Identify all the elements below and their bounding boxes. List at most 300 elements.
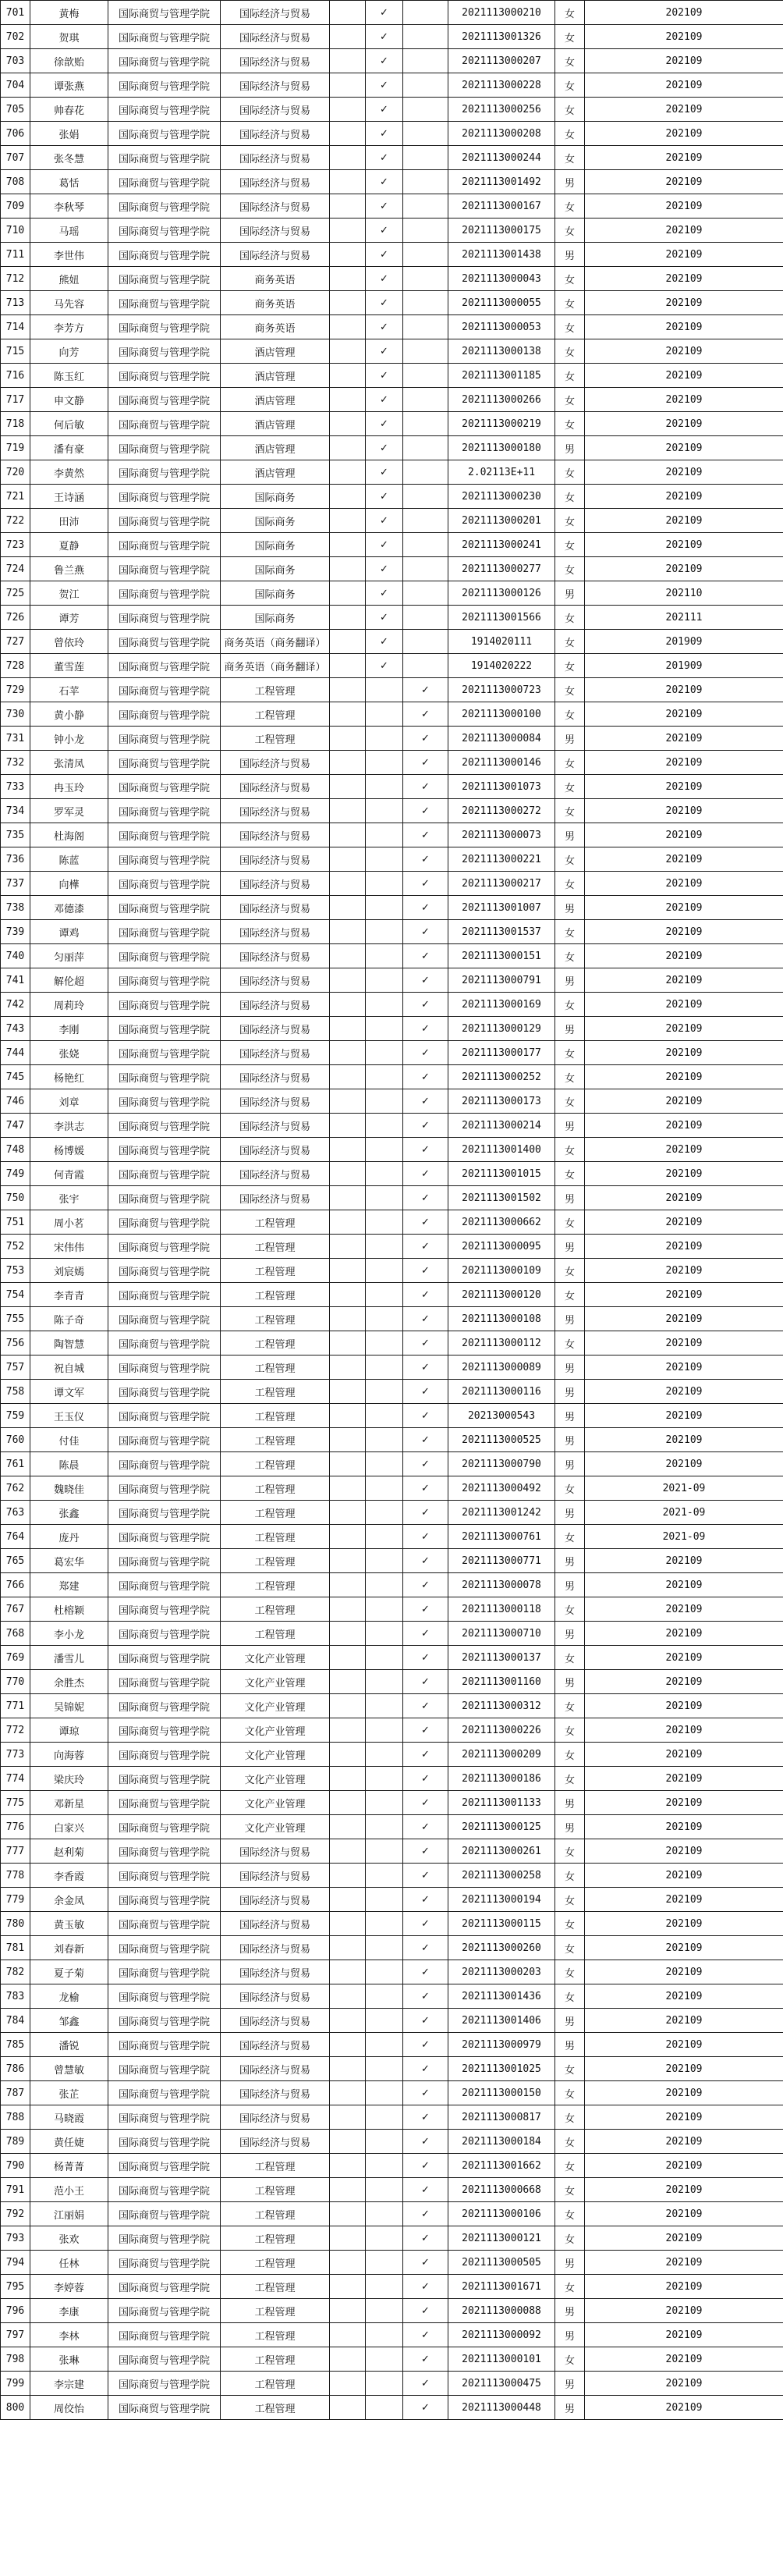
blank-cell (330, 412, 366, 436)
row-number-cell: 744 (1, 1041, 30, 1065)
major-cell: 工程管理 (221, 1622, 330, 1646)
check-mark-cell (403, 581, 448, 606)
major-cell: 工程管理 (221, 1452, 330, 1476)
check-mark-cell (403, 485, 448, 509)
blank-cell (330, 702, 366, 727)
check-mark-cell (366, 2299, 403, 2323)
check-mark-cell (366, 1622, 403, 1646)
student-name-cell: 谭芳 (30, 606, 108, 630)
check-mark-cell (366, 2081, 403, 2105)
check-mark-cell (366, 1041, 403, 1065)
student-name-cell: 张清凤 (30, 751, 108, 775)
college-cell: 国际商贸与管理学院 (108, 243, 221, 267)
student-name-cell: 周佼怡 (30, 2396, 108, 2420)
row-number-cell: 795 (1, 2275, 30, 2299)
student-id-cell: 2.02113E+11 (448, 460, 555, 485)
check-mark-cell (366, 1549, 403, 1573)
student-name-cell: 周小茗 (30, 1210, 108, 1235)
row-number-cell: 745 (1, 1065, 30, 1089)
student-id-cell: 2021113001537 (448, 920, 555, 944)
enrollment-date-cell: 2021-09 (585, 1501, 783, 1525)
blank-cell (330, 2226, 366, 2251)
row-number-cell: 721 (1, 485, 30, 509)
enrollment-date-cell: 202109 (585, 1912, 783, 1936)
college-cell: 国际商贸与管理学院 (108, 1984, 221, 2009)
check-mark-cell (403, 606, 448, 630)
table-row (1, 1452, 783, 1476)
college-cell: 国际商贸与管理学院 (108, 606, 221, 630)
enrollment-date-cell: 202109 (585, 436, 783, 460)
table-row (1, 25, 783, 49)
enrollment-date-cell: 202109 (585, 993, 783, 1017)
check-mark-cell (366, 2347, 403, 2372)
blank-cell (330, 194, 366, 219)
enrollment-date-cell: 202109 (585, 2251, 783, 2275)
college-cell: 国际商贸与管理学院 (108, 1743, 221, 1767)
major-cell: 工程管理 (221, 1235, 330, 1259)
student-id-cell: 2021113000219 (448, 412, 555, 436)
table-row (1, 460, 783, 485)
table-row (1, 1960, 783, 1984)
blank-cell (330, 557, 366, 581)
table-row (1, 291, 783, 315)
student-name-cell: 贺江 (30, 581, 108, 606)
enrollment-date-cell: 202109 (585, 1404, 783, 1428)
college-cell: 国际商贸与管理学院 (108, 1815, 221, 1839)
enrollment-date-cell: 202109 (585, 1960, 783, 1984)
check-mark-cell: ✓ (403, 1476, 448, 1501)
table-row (1, 847, 783, 872)
row-number-cell: 776 (1, 1815, 30, 1839)
row-number-cell: 786 (1, 2057, 30, 2081)
table-row (1, 1356, 783, 1380)
major-cell: 工程管理 (221, 1331, 330, 1356)
student-id-cell: 2021113000710 (448, 1622, 555, 1646)
student-id-cell: 1914020222 (448, 654, 555, 678)
student-name-cell: 余金凤 (30, 1888, 108, 1912)
college-cell: 国际商贸与管理学院 (108, 581, 221, 606)
table-row (1, 1791, 783, 1815)
table-row (1, 1331, 783, 1356)
gender-cell: 女 (555, 847, 585, 872)
check-mark-cell (366, 2202, 403, 2226)
table-row (1, 581, 783, 606)
row-number-cell: 703 (1, 49, 30, 73)
college-cell: 国际商贸与管理学院 (108, 1041, 221, 1065)
college-cell: 国际商贸与管理学院 (108, 2009, 221, 2033)
table-row (1, 1646, 783, 1670)
major-cell: 工程管理 (221, 1404, 330, 1428)
blank-cell (330, 1960, 366, 1984)
check-mark-cell (366, 823, 403, 847)
student-id-cell: 2021113000203 (448, 1960, 555, 1984)
table-row (1, 1476, 783, 1501)
enrollment-date-cell: 202109 (585, 2396, 783, 2420)
check-mark-cell: ✓ (366, 533, 403, 557)
student-name-cell: 李黄然 (30, 460, 108, 485)
check-mark-cell: ✓ (366, 412, 403, 436)
student-id-cell: 2021113000186 (448, 1767, 555, 1791)
enrollment-date-cell: 202109 (585, 25, 783, 49)
row-number-cell: 719 (1, 436, 30, 460)
student-id-cell: 2021113001436 (448, 1984, 555, 2009)
row-number-cell: 705 (1, 98, 30, 122)
student-id-cell: 2021113001242 (448, 1501, 555, 1525)
student-name-cell: 申文静 (30, 388, 108, 412)
gender-cell: 女 (555, 702, 585, 727)
row-number-cell: 741 (1, 968, 30, 993)
blank-cell (330, 1283, 366, 1307)
check-mark-cell: ✓ (403, 775, 448, 799)
enrollment-date-cell: 202109 (585, 1235, 783, 1259)
check-mark-cell: ✓ (403, 2396, 448, 2420)
student-name-cell: 熊妞 (30, 267, 108, 291)
major-cell: 国际经济与贸易 (221, 2009, 330, 2033)
check-mark-cell (366, 2057, 403, 2081)
college-cell: 国际商贸与管理学院 (108, 1404, 221, 1428)
blank-cell (330, 1259, 366, 1283)
major-cell: 酒店管理 (221, 364, 330, 388)
check-mark-cell: ✓ (403, 1259, 448, 1283)
row-number-cell: 785 (1, 2033, 30, 2057)
student-name-cell: 刘章 (30, 1089, 108, 1114)
check-mark-cell (366, 1452, 403, 1476)
blank-cell (330, 823, 366, 847)
check-mark-cell (403, 122, 448, 146)
enrollment-date-cell: 202109 (585, 1622, 783, 1646)
table-row (1, 968, 783, 993)
student-id-cell: 2021113000214 (448, 1114, 555, 1138)
gender-cell: 男 (555, 2396, 585, 2420)
major-cell: 工程管理 (221, 1428, 330, 1452)
student-id-cell: 2021113000118 (448, 1597, 555, 1622)
blank-cell (330, 1597, 366, 1622)
student-id-cell: 2021113001502 (448, 1186, 555, 1210)
gender-cell: 女 (555, 1525, 585, 1549)
enrollment-date-cell: 202109 (585, 460, 783, 485)
table-row (1, 73, 783, 98)
major-cell: 工程管理 (221, 1597, 330, 1622)
college-cell: 国际商贸与管理学院 (108, 2081, 221, 2105)
student-name-cell: 罗军灵 (30, 799, 108, 823)
student-id-cell: 2021113000791 (448, 968, 555, 993)
blank-cell (330, 170, 366, 194)
row-number-cell: 768 (1, 1622, 30, 1646)
student-name-cell: 葛恬 (30, 170, 108, 194)
row-number-cell: 755 (1, 1307, 30, 1331)
enrollment-date-cell: 202109 (585, 2081, 783, 2105)
gender-cell: 女 (555, 339, 585, 364)
blank-cell (330, 1622, 366, 1646)
student-id-cell: 2021113000226 (448, 1718, 555, 1743)
blank-cell (330, 2396, 366, 2420)
enrollment-date-cell: 202109 (585, 1646, 783, 1670)
check-mark-cell (366, 1573, 403, 1597)
enrollment-date-cell: 202109 (585, 146, 783, 170)
gender-cell: 女 (555, 920, 585, 944)
student-id-cell: 2021113000095 (448, 1235, 555, 1259)
check-mark-cell (366, 1428, 403, 1452)
table-row (1, 606, 783, 630)
table-row (1, 2226, 783, 2251)
student-id-cell: 2021113000184 (448, 2130, 555, 2154)
student-name-cell: 何后敏 (30, 412, 108, 436)
table-row (1, 920, 783, 944)
enrollment-date-cell: 202109 (585, 339, 783, 364)
student-id-cell: 2021113000217 (448, 872, 555, 896)
gender-cell: 女 (555, 364, 585, 388)
student-name-cell: 吴锦妮 (30, 1694, 108, 1718)
student-id-cell: 2021113000053 (448, 315, 555, 339)
check-mark-cell (403, 557, 448, 581)
student-name-cell: 杨艳红 (30, 1065, 108, 1089)
college-cell: 国际商贸与管理学院 (108, 1259, 221, 1283)
enrollment-date-cell: 202109 (585, 557, 783, 581)
college-cell: 国际商贸与管理学院 (108, 1138, 221, 1162)
major-cell: 国际经济与贸易 (221, 993, 330, 1017)
blank-cell (330, 315, 366, 339)
check-mark-cell (366, 727, 403, 751)
major-cell: 国际经济与贸易 (221, 751, 330, 775)
college-cell: 国际商贸与管理学院 (108, 122, 221, 146)
major-cell: 国际商务 (221, 606, 330, 630)
student-name-cell: 李康 (30, 2299, 108, 2323)
row-number-cell: 789 (1, 2130, 30, 2154)
student-id-cell: 2021113001160 (448, 1670, 555, 1694)
check-mark-cell: ✓ (403, 727, 448, 751)
college-cell: 国际商贸与管理学院 (108, 291, 221, 315)
table-row (1, 1, 783, 25)
blank-cell (330, 896, 366, 920)
table-row (1, 146, 783, 170)
major-cell: 工程管理 (221, 1525, 330, 1549)
major-cell: 国际商务 (221, 485, 330, 509)
table-row (1, 2081, 783, 2105)
major-cell: 工程管理 (221, 727, 330, 751)
row-number-cell: 766 (1, 1573, 30, 1597)
check-mark-cell (403, 412, 448, 436)
enrollment-date-cell: 202109 (585, 2323, 783, 2347)
student-name-cell: 李婷蓉 (30, 2275, 108, 2299)
student-id-cell: 2021113000055 (448, 291, 555, 315)
gender-cell: 男 (555, 1380, 585, 1404)
blank-cell (330, 2202, 366, 2226)
enrollment-date-cell: 202109 (585, 1, 783, 25)
major-cell: 工程管理 (221, 2372, 330, 2396)
blank-cell (330, 920, 366, 944)
college-cell: 国际商贸与管理学院 (108, 1694, 221, 1718)
student-id-cell: 2021113000210 (448, 1, 555, 25)
check-mark-cell: ✓ (403, 1815, 448, 1839)
student-id-cell: 2021113000175 (448, 219, 555, 243)
gender-cell: 男 (555, 1622, 585, 1646)
table-row (1, 1718, 783, 1743)
enrollment-date-cell: 202109 (585, 1839, 783, 1864)
student-name-cell: 白家兴 (30, 1815, 108, 1839)
enrollment-date-cell: 202109 (585, 1718, 783, 1743)
check-mark-cell (366, 1404, 403, 1428)
check-mark-cell (366, 2105, 403, 2130)
college-cell: 国际商贸与管理学院 (108, 460, 221, 485)
student-name-cell: 李秋琴 (30, 194, 108, 219)
student-name-cell: 庞丹 (30, 1525, 108, 1549)
student-name-cell: 鲁兰燕 (30, 557, 108, 581)
enrollment-date-cell: 202109 (585, 896, 783, 920)
blank-cell (330, 1162, 366, 1186)
student-id-cell: 2021113001185 (448, 364, 555, 388)
table-row (1, 49, 783, 73)
row-number-cell: 714 (1, 315, 30, 339)
student-name-cell: 何青霞 (30, 1162, 108, 1186)
row-number-cell: 774 (1, 1767, 30, 1791)
check-mark-cell (366, 944, 403, 968)
table-row (1, 2396, 783, 2420)
table-row (1, 2154, 783, 2178)
college-cell: 国际商贸与管理学院 (108, 751, 221, 775)
gender-cell: 女 (555, 993, 585, 1017)
student-id-cell: 2021113000492 (448, 1476, 555, 1501)
college-cell: 国际商贸与管理学院 (108, 1114, 221, 1138)
major-cell: 国际经济与贸易 (221, 2105, 330, 2130)
gender-cell: 男 (555, 968, 585, 993)
college-cell: 国际商贸与管理学院 (108, 1791, 221, 1815)
check-mark-cell: ✓ (366, 339, 403, 364)
student-name-cell: 黄任婕 (30, 2130, 108, 2154)
student-name-cell: 张鑫 (30, 1501, 108, 1525)
check-mark-cell: ✓ (403, 1960, 448, 1984)
blank-cell (330, 1404, 366, 1428)
major-cell: 国际经济与贸易 (221, 1162, 330, 1186)
gender-cell: 男 (555, 1791, 585, 1815)
major-cell: 商务英语 (221, 267, 330, 291)
enrollment-date-cell: 202109 (585, 1428, 783, 1452)
table-row (1, 1501, 783, 1525)
check-mark-cell: ✓ (403, 2081, 448, 2105)
table-row (1, 436, 783, 460)
enrollment-date-cell: 202109 (585, 122, 783, 146)
check-mark-cell: ✓ (403, 823, 448, 847)
blank-cell (330, 1452, 366, 1476)
table-row (1, 2130, 783, 2154)
check-mark-cell (366, 896, 403, 920)
check-mark-cell: ✓ (403, 1162, 448, 1186)
check-mark-cell (366, 775, 403, 799)
major-cell: 国际经济与贸易 (221, 1041, 330, 1065)
enrollment-date-cell: 202109 (585, 1888, 783, 1912)
student-name-cell: 冉玉玲 (30, 775, 108, 799)
student-id-cell: 2021113001671 (448, 2275, 555, 2299)
row-number-cell: 772 (1, 1718, 30, 1743)
gender-cell: 女 (555, 388, 585, 412)
enrollment-date-cell: 202109 (585, 194, 783, 219)
gender-cell: 女 (555, 219, 585, 243)
major-cell: 工程管理 (221, 1259, 330, 1283)
student-name-cell: 李芳方 (30, 315, 108, 339)
student-id-cell: 2021113000221 (448, 847, 555, 872)
student-id-cell: 2021113000505 (448, 2251, 555, 2275)
college-cell: 国际商贸与管理学院 (108, 1162, 221, 1186)
college-cell: 国际商贸与管理学院 (108, 896, 221, 920)
check-mark-cell: ✓ (366, 1, 403, 25)
blank-cell (330, 122, 366, 146)
student-id-cell: 2021113000150 (448, 2081, 555, 2105)
blank-cell (330, 1235, 366, 1259)
check-mark-cell (366, 751, 403, 775)
check-mark-cell: ✓ (403, 2275, 448, 2299)
blank-cell (330, 1767, 366, 1791)
student-name-cell: 夏静 (30, 533, 108, 557)
check-mark-cell (366, 1791, 403, 1815)
row-number-cell: 750 (1, 1186, 30, 1210)
check-mark-cell: ✓ (403, 2226, 448, 2251)
row-number-cell: 740 (1, 944, 30, 968)
enrollment-date-cell: 202109 (585, 799, 783, 823)
college-cell: 国际商贸与管理学院 (108, 1065, 221, 1089)
table-row (1, 1259, 783, 1283)
check-mark-cell (366, 993, 403, 1017)
gender-cell: 男 (555, 2009, 585, 2033)
table-row (1, 2033, 783, 2057)
gender-cell: 女 (555, 146, 585, 170)
major-cell: 工程管理 (221, 678, 330, 702)
row-number-cell: 779 (1, 1888, 30, 1912)
row-number-cell: 713 (1, 291, 30, 315)
row-number-cell: 717 (1, 388, 30, 412)
check-mark-cell (366, 2396, 403, 2420)
check-mark-cell: ✓ (366, 388, 403, 412)
enrollment-date-cell: 202109 (585, 847, 783, 872)
gender-cell: 男 (555, 243, 585, 267)
table-row (1, 1670, 783, 1694)
student-id-cell: 2021113000761 (448, 1525, 555, 1549)
row-number-cell: 704 (1, 73, 30, 98)
student-name-cell: 匀丽萍 (30, 944, 108, 968)
check-mark-cell (366, 1114, 403, 1138)
row-number-cell: 796 (1, 2299, 30, 2323)
major-cell: 国际经济与贸易 (221, 194, 330, 219)
gender-cell: 女 (555, 1162, 585, 1186)
row-number-cell: 773 (1, 1743, 30, 1767)
blank-cell (330, 2130, 366, 2154)
student-name-cell: 杜榕颖 (30, 1597, 108, 1622)
row-number-cell: 797 (1, 2323, 30, 2347)
row-number-cell: 720 (1, 460, 30, 485)
student-name-cell: 曾慧敏 (30, 2057, 108, 2081)
major-cell: 国际经济与贸易 (221, 146, 330, 170)
row-number-cell: 743 (1, 1017, 30, 1041)
major-cell: 文化产业管理 (221, 1694, 330, 1718)
enrollment-date-cell: 202109 (585, 1936, 783, 1960)
student-id-cell: 2021113000525 (448, 1428, 555, 1452)
college-cell: 国际商贸与管理学院 (108, 1597, 221, 1622)
college-cell: 国际商贸与管理学院 (108, 678, 221, 702)
college-cell: 国际商贸与管理学院 (108, 2057, 221, 2081)
gender-cell: 女 (555, 2178, 585, 2202)
table-row (1, 799, 783, 823)
check-mark-cell: ✓ (403, 1452, 448, 1476)
check-mark-cell: ✓ (403, 1984, 448, 2009)
gender-cell: 女 (555, 1259, 585, 1283)
enrollment-date-cell: 2021-09 (585, 1476, 783, 1501)
blank-cell (330, 2057, 366, 2081)
college-cell: 国际商贸与管理学院 (108, 1089, 221, 1114)
row-number-cell: 738 (1, 896, 30, 920)
blank-cell (330, 1743, 366, 1767)
college-cell: 国际商贸与管理学院 (108, 727, 221, 751)
row-number-cell: 799 (1, 2372, 30, 2396)
major-cell: 工程管理 (221, 2178, 330, 2202)
student-id-cell: 2021113000256 (448, 98, 555, 122)
